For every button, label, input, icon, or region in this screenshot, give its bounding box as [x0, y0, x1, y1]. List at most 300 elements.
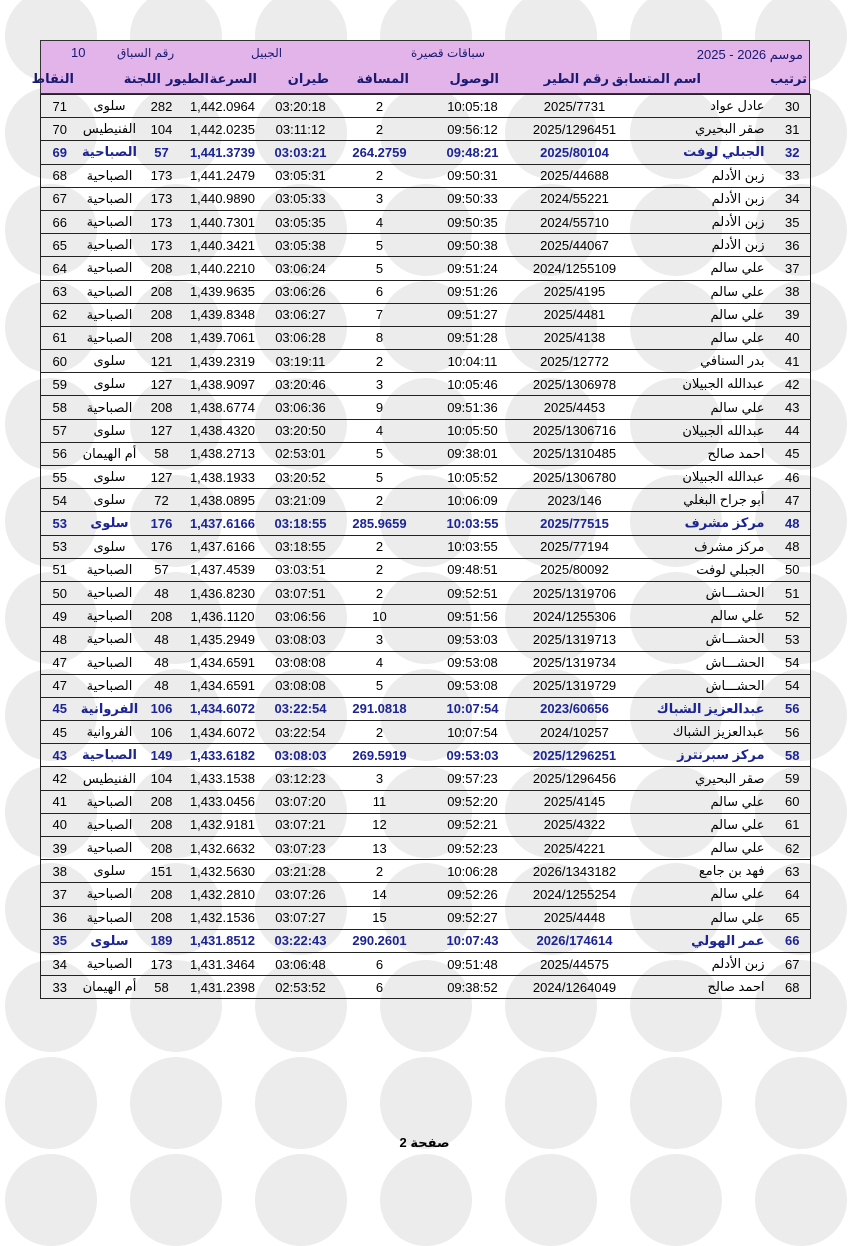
table-row: [41, 466, 811, 489]
cell-arrival: 10:07:43: [421, 929, 525, 952]
cell-distance: 5: [339, 674, 421, 697]
cell-distance: 2: [339, 489, 421, 512]
cell-committee: الفنيطيس: [79, 767, 141, 790]
cell-committee: الصباحية: [79, 744, 141, 767]
cell-committee: سلوى: [79, 860, 141, 883]
cell-birds: 57: [141, 558, 183, 581]
cell-flight: 03:07:51: [263, 581, 339, 604]
cell-flight: 03:08:08: [263, 651, 339, 674]
cell-distance: 5: [339, 234, 421, 257]
cell-rank: 42: [775, 373, 811, 396]
cell-points: 48: [41, 628, 79, 651]
cell-rank: 51: [775, 581, 811, 604]
cell-arrival: 09:52:26: [421, 883, 525, 906]
cell-rank: 54: [775, 674, 811, 697]
cell-points: 58: [41, 396, 79, 419]
cell-committee: أم الهيمان: [79, 442, 141, 465]
cell-speed: 1,439.9635: [183, 280, 263, 303]
cell-birds: 189: [141, 929, 183, 952]
cell-arrival: 10:05:50: [421, 419, 525, 442]
watermark-logo: [505, 1154, 597, 1246]
cell-points: 64: [41, 257, 79, 280]
cell-flight: 03:20:46: [263, 373, 339, 396]
cell-committee: الصباحية: [79, 628, 141, 651]
cell-flight: 03:06:24: [263, 257, 339, 280]
cell-arrival: 09:38:01: [421, 442, 525, 465]
cell-birds: 121: [141, 350, 183, 373]
cell-arrival: 09:52:20: [421, 790, 525, 813]
cell-birds: 208: [141, 280, 183, 303]
cell-distance: 3: [339, 628, 421, 651]
cell-rank: 32: [775, 141, 811, 164]
cell-ring: 2025/80092: [525, 558, 625, 581]
cell-speed: 1,438.1933: [183, 466, 263, 489]
cell-speed: 1,432.1536: [183, 906, 263, 929]
cell-committee: الصباحية: [79, 187, 141, 210]
table-row: [41, 303, 811, 326]
cell-birds: 106: [141, 721, 183, 744]
cell-ring: 2025/1310485: [525, 442, 625, 465]
cell-name: علي سالم: [625, 906, 775, 929]
cell-rank: 38: [775, 280, 811, 303]
cell-distance: 6: [339, 280, 421, 303]
cell-points: 47: [41, 651, 79, 674]
cell-rank: 60: [775, 790, 811, 813]
cell-arrival: 09:51:28: [421, 326, 525, 349]
cell-speed: 1,433.0456: [183, 790, 263, 813]
cell-flight: 03:20:18: [263, 95, 339, 118]
cell-points: 47: [41, 674, 79, 697]
cell-distance: 9: [339, 396, 421, 419]
cell-committee: الصباحية: [79, 141, 141, 164]
cell-committee: سلوى: [79, 95, 141, 118]
cell-ring: 2025/4481: [525, 303, 625, 326]
cell-flight: 03:05:38: [263, 234, 339, 257]
cell-points: 69: [41, 141, 79, 164]
table-row: [41, 373, 811, 396]
cell-points: 54: [41, 489, 79, 512]
cell-birds: 173: [141, 164, 183, 187]
cell-speed: 1,439.7061: [183, 326, 263, 349]
cell-distance: 13: [339, 837, 421, 860]
cell-speed: 1,433.6182: [183, 744, 263, 767]
cell-arrival: 09:52:23: [421, 837, 525, 860]
cell-committee: الصباحية: [79, 581, 141, 604]
cell-points: 45: [41, 721, 79, 744]
cell-committee: الصباحية: [79, 326, 141, 349]
cell-ring: 2025/44575: [525, 952, 625, 975]
table-row: [41, 396, 811, 419]
cell-committee: الصباحية: [79, 210, 141, 233]
cell-points: 67: [41, 187, 79, 210]
cell-ring: 2026/1343182: [525, 860, 625, 883]
cell-arrival: 09:51:56: [421, 605, 525, 628]
cell-rank: 34: [775, 187, 811, 210]
cell-birds: 208: [141, 837, 183, 860]
cell-speed: 1,438.0895: [183, 489, 263, 512]
cell-committee: الصباحية: [79, 837, 141, 860]
cell-ring: 2025/12772: [525, 350, 625, 373]
cell-committee: الصباحية: [79, 813, 141, 836]
cell-name: عبدالله الجبيلان: [625, 466, 775, 489]
cell-arrival: 09:52:21: [421, 813, 525, 836]
cell-flight: 03:07:23: [263, 837, 339, 860]
cell-distance: 2: [339, 860, 421, 883]
col-arrival: الوصول: [449, 71, 499, 86]
cell-distance: 269.5919: [339, 744, 421, 767]
col-rank: ترتيب: [770, 71, 807, 86]
table-row: [41, 489, 811, 512]
watermark-logo: [255, 1154, 347, 1246]
cell-rank: 46: [775, 466, 811, 489]
cell-distance: 11: [339, 790, 421, 813]
cell-speed: 1,431.3464: [183, 952, 263, 975]
cell-birds: 48: [141, 651, 183, 674]
cell-birds: 104: [141, 118, 183, 141]
cell-speed: 1,434.6591: [183, 651, 263, 674]
table-row: [41, 558, 811, 581]
cell-speed: 1,438.2713: [183, 442, 263, 465]
cell-speed: 1,440.3421: [183, 234, 263, 257]
cell-name: عمر الهولي: [625, 929, 775, 952]
watermark-logo: [380, 1154, 472, 1246]
cell-points: 61: [41, 326, 79, 349]
cell-rank: 64: [775, 883, 811, 906]
cell-flight: 03:21:09: [263, 489, 339, 512]
cell-committee: الصباحية: [79, 674, 141, 697]
cell-birds: 72: [141, 489, 183, 512]
table-row: [41, 906, 811, 929]
cell-name: عبدالعزيز الشباك: [625, 721, 775, 744]
cell-rank: 48: [775, 535, 811, 558]
cell-birds: 208: [141, 883, 183, 906]
cell-speed: 1,433.1538: [183, 767, 263, 790]
cell-rank: 56: [775, 721, 811, 744]
cell-birds: 151: [141, 860, 183, 883]
cell-speed: 1,438.4320: [183, 419, 263, 442]
cell-name: الحشـــاش: [625, 628, 775, 651]
cell-rank: 47: [775, 489, 811, 512]
cell-speed: 1,435.2949: [183, 628, 263, 651]
cell-distance: 4: [339, 419, 421, 442]
cell-committee: سلوى: [79, 535, 141, 558]
table-row: [41, 118, 811, 141]
cell-name: الحشـــاش: [625, 651, 775, 674]
cell-flight: 03:20:52: [263, 466, 339, 489]
cell-points: 42: [41, 767, 79, 790]
cell-points: 66: [41, 210, 79, 233]
cell-birds: 48: [141, 581, 183, 604]
cell-points: 38: [41, 860, 79, 883]
cell-arrival: 09:50:31: [421, 164, 525, 187]
cell-speed: 1,441.2479: [183, 164, 263, 187]
cell-birds: 208: [141, 396, 183, 419]
cell-ring: 2024/1255306: [525, 605, 625, 628]
cell-rank: 39: [775, 303, 811, 326]
table-row-highlighted: [41, 929, 811, 952]
cell-name: الجبلي لوفت: [625, 558, 775, 581]
cell-points: 53: [41, 512, 79, 535]
table-row: [41, 210, 811, 233]
cell-arrival: 09:51:36: [421, 396, 525, 419]
cell-name: الجبلي لوفت: [625, 141, 775, 164]
cell-rank: 56: [775, 697, 811, 720]
cell-distance: 264.2759: [339, 141, 421, 164]
cell-arrival: 10:04:11: [421, 350, 525, 373]
cell-ring: 2025/1319713: [525, 628, 625, 651]
col-points: النقاط: [31, 71, 74, 86]
cell-name: فهد بن جامع: [625, 860, 775, 883]
cell-speed: 1,442.0964: [183, 95, 263, 118]
col-ring: رقم الطير: [543, 71, 609, 86]
cell-points: 39: [41, 837, 79, 860]
cell-arrival: 09:50:38: [421, 234, 525, 257]
cell-speed: 1,437.4539: [183, 558, 263, 581]
table-row: [41, 164, 811, 187]
cell-points: 56: [41, 442, 79, 465]
table-row-highlighted: [41, 744, 811, 767]
cell-arrival: 10:07:54: [421, 697, 525, 720]
col-name: اسم المتسابق: [611, 71, 701, 86]
cell-flight: 03:03:21: [263, 141, 339, 164]
col-speed: السرعة: [209, 71, 257, 86]
cell-birds: 282: [141, 95, 183, 118]
cell-speed: 1,432.2810: [183, 883, 263, 906]
cell-speed: 1,439.8348: [183, 303, 263, 326]
cell-rank: 41: [775, 350, 811, 373]
table-row: [41, 442, 811, 465]
cell-distance: 5: [339, 257, 421, 280]
cell-birds: 173: [141, 952, 183, 975]
cell-ring: 2023/146: [525, 489, 625, 512]
cell-name: علي سالم: [625, 396, 775, 419]
cell-speed: 1,438.9097: [183, 373, 263, 396]
cell-distance: 10: [339, 605, 421, 628]
cell-rank: 44: [775, 419, 811, 442]
cell-speed: 1,440.2210: [183, 257, 263, 280]
cell-flight: 03:06:26: [263, 280, 339, 303]
cell-name: زبن الأدلم: [625, 234, 775, 257]
cell-committee: الصباحية: [79, 906, 141, 929]
cell-birds: 104: [141, 767, 183, 790]
cell-flight: 03:07:20: [263, 790, 339, 813]
cell-speed: 1,432.6632: [183, 837, 263, 860]
table-row: [41, 860, 811, 883]
race-number-label: رقم السباق: [117, 46, 175, 60]
cell-committee: سلوى: [79, 512, 141, 535]
cell-birds: 208: [141, 257, 183, 280]
cell-flight: 03:22:43: [263, 929, 339, 952]
cell-distance: 2: [339, 581, 421, 604]
cell-committee: الصباحية: [79, 790, 141, 813]
cell-name: زبن الأدلم: [625, 164, 775, 187]
season-label: موسم 2026 - 2025: [696, 47, 803, 62]
cell-flight: 03:19:11: [263, 350, 339, 373]
cell-rank: 54: [775, 651, 811, 674]
cell-distance: 2: [339, 350, 421, 373]
cell-name: أبو جراح البغلي: [625, 489, 775, 512]
cell-speed: 1,434.6072: [183, 721, 263, 744]
cell-rank: 65: [775, 906, 811, 929]
cell-arrival: 09:50:33: [421, 187, 525, 210]
cell-distance: 6: [339, 952, 421, 975]
cell-points: 50: [41, 581, 79, 604]
cell-name: علي سالم: [625, 303, 775, 326]
cell-points: 41: [41, 790, 79, 813]
cell-birds: 58: [141, 976, 183, 999]
table-row: [41, 952, 811, 975]
cell-ring: 2025/4448: [525, 906, 625, 929]
cell-arrival: 10:05:18: [421, 95, 525, 118]
cell-committee: الفروانية: [79, 721, 141, 744]
cell-points: 59: [41, 373, 79, 396]
cell-name: احمد صالح: [625, 442, 775, 465]
cell-arrival: 09:57:23: [421, 767, 525, 790]
cell-name: علي سالم: [625, 280, 775, 303]
cell-flight: 03:06:48: [263, 952, 339, 975]
cell-birds: 127: [141, 466, 183, 489]
table-row: [41, 813, 811, 836]
cell-committee: سلوى: [79, 929, 141, 952]
cell-ring: 2025/1296451: [525, 118, 625, 141]
cell-distance: 14: [339, 883, 421, 906]
cell-ring: 2025/1306716: [525, 419, 625, 442]
col-birds: الطيور: [166, 71, 209, 86]
cell-ring: 2025/1296456: [525, 767, 625, 790]
cell-rank: 33: [775, 164, 811, 187]
cell-flight: 03:08:03: [263, 628, 339, 651]
cell-rank: 36: [775, 234, 811, 257]
cell-ring: 2025/4195: [525, 280, 625, 303]
cell-points: 34: [41, 952, 79, 975]
cell-flight: 03:11:12: [263, 118, 339, 141]
cell-ring: 2024/55710: [525, 210, 625, 233]
cell-flight: 03:18:55: [263, 535, 339, 558]
cell-committee: الصباحية: [79, 883, 141, 906]
cell-birds: 173: [141, 234, 183, 257]
cell-rank: 63: [775, 860, 811, 883]
cell-birds: 208: [141, 303, 183, 326]
cell-committee: سلوى: [79, 466, 141, 489]
cell-name: احمد صالح: [625, 976, 775, 999]
cell-speed: 1,431.2398: [183, 976, 263, 999]
cell-birds: 127: [141, 373, 183, 396]
results-table: [40, 94, 811, 999]
cell-arrival: 10:03:55: [421, 535, 525, 558]
cell-distance: 8: [339, 326, 421, 349]
race-type: سباقات قصيرة: [411, 46, 486, 60]
cell-name: بدر السنافي: [625, 350, 775, 373]
cell-birds: 173: [141, 210, 183, 233]
cell-points: 63: [41, 280, 79, 303]
col-flight: طيران: [287, 71, 329, 86]
cell-points: 37: [41, 883, 79, 906]
cell-rank: 50: [775, 558, 811, 581]
cell-distance: 291.0818: [339, 697, 421, 720]
cell-points: 62: [41, 303, 79, 326]
cell-ring: 2025/77515: [525, 512, 625, 535]
cell-committee: سلوى: [79, 373, 141, 396]
cell-arrival: 09:56:12: [421, 118, 525, 141]
table-row: [41, 721, 811, 744]
cell-birds: 208: [141, 790, 183, 813]
watermark-logo: [130, 1154, 222, 1246]
cell-flight: 03:05:31: [263, 164, 339, 187]
cell-rank: 48: [775, 512, 811, 535]
cell-rank: 58: [775, 744, 811, 767]
cell-name: الحشـــاش: [625, 581, 775, 604]
cell-flight: 03:05:33: [263, 187, 339, 210]
cell-speed: 1,437.6166: [183, 535, 263, 558]
table-row: [41, 535, 811, 558]
cell-distance: 2: [339, 95, 421, 118]
table-row-highlighted: [41, 512, 811, 535]
cell-distance: 2: [339, 721, 421, 744]
cell-flight: 03:07:26: [263, 883, 339, 906]
cell-committee: الصباحية: [79, 396, 141, 419]
results-sheet: [31, 40, 810, 999]
table-row: [41, 280, 811, 303]
cell-birds: 208: [141, 605, 183, 628]
cell-points: 49: [41, 605, 79, 628]
cell-flight: 03:06:27: [263, 303, 339, 326]
cell-points: 57: [41, 419, 79, 442]
cell-flight: 02:53:01: [263, 442, 339, 465]
cell-name: الحشـــاش: [625, 674, 775, 697]
cell-flight: 03:08:08: [263, 674, 339, 697]
cell-points: 65: [41, 234, 79, 257]
cell-committee: أم الهيمان: [79, 976, 141, 999]
cell-distance: 12: [339, 813, 421, 836]
cell-speed: 1,436.1120: [183, 605, 263, 628]
cell-arrival: 10:05:46: [421, 373, 525, 396]
cell-flight: 03:18:55: [263, 512, 339, 535]
cell-rank: 31: [775, 118, 811, 141]
cell-flight: 03:20:50: [263, 419, 339, 442]
cell-ring: 2026/174614: [525, 929, 625, 952]
table-row: [41, 257, 811, 280]
cell-distance: 7: [339, 303, 421, 326]
cell-speed: 1,440.7301: [183, 210, 263, 233]
cell-arrival: 09:48:21: [421, 141, 525, 164]
cell-ring: 2024/1264049: [525, 976, 625, 999]
cell-arrival: 10:05:52: [421, 466, 525, 489]
cell-speed: 1,434.6072: [183, 697, 263, 720]
cell-name: علي سالم: [625, 813, 775, 836]
cell-flight: 03:06:28: [263, 326, 339, 349]
cell-flight: 03:07:21: [263, 813, 339, 836]
cell-birds: 208: [141, 326, 183, 349]
cell-ring: 2025/80104: [525, 141, 625, 164]
cell-speed: 1,432.9181: [183, 813, 263, 836]
cell-points: 60: [41, 350, 79, 373]
cell-arrival: 09:53:03: [421, 744, 525, 767]
cell-distance: 2: [339, 558, 421, 581]
cell-ring: 2025/7731: [525, 95, 625, 118]
cell-name: مركز مشرف: [625, 535, 775, 558]
cell-arrival: 10:03:55: [421, 512, 525, 535]
cell-flight: 03:06:36: [263, 396, 339, 419]
cell-ring: 2025/1319729: [525, 674, 625, 697]
cell-distance: 2: [339, 164, 421, 187]
cell-birds: 173: [141, 187, 183, 210]
cell-name: علي سالم: [625, 605, 775, 628]
cell-committee: الصباحية: [79, 303, 141, 326]
cell-distance: 290.2601: [339, 929, 421, 952]
cell-committee: الصباحية: [79, 651, 141, 674]
cell-name: عبدالله الجبيلان: [625, 419, 775, 442]
cell-committee: الصباحية: [79, 164, 141, 187]
